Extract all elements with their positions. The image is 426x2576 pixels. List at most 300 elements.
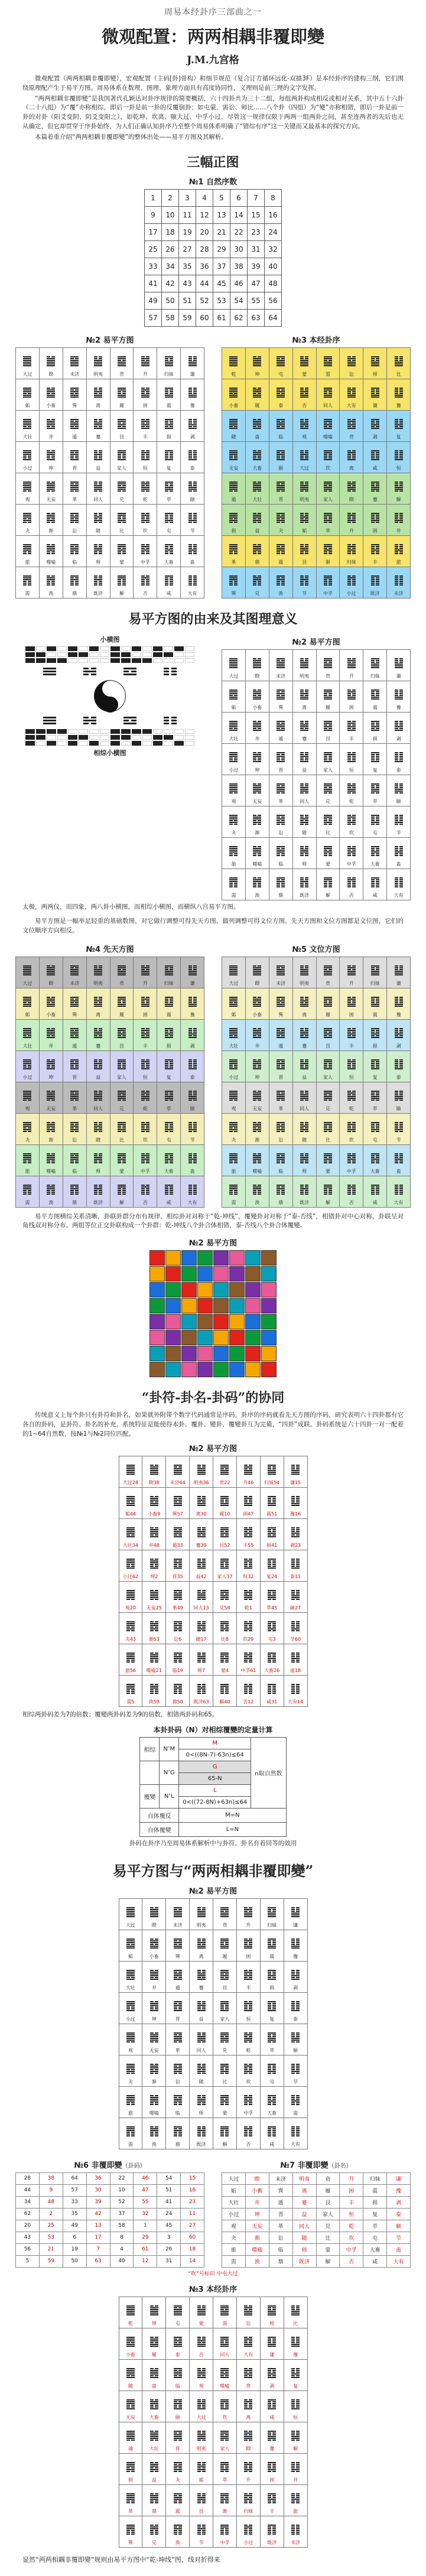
origin-square-label: №2 易平方图: [292, 638, 340, 648]
code-cell: 18: [181, 2243, 204, 2255]
hexagram-cell: [340, 713, 363, 744]
natural-cell: 25: [145, 241, 162, 258]
name-cell: 无妄: [245, 2220, 269, 2232]
hexagram-cell: [340, 473, 363, 505]
bar-icon: [121, 729, 131, 734]
hexagram-icon: [277, 658, 285, 668]
hexagram-cell: [292, 838, 316, 869]
hexagram-cell: [119, 1898, 142, 1930]
natural-cell: 31: [248, 241, 265, 258]
hexagram-cell: [213, 1456, 237, 1488]
hexagram-icon: [126, 1684, 135, 1694]
hexagram-cell: [166, 1961, 190, 1992]
code-cell: 29: [134, 2232, 157, 2243]
hexagram-name: 大壮: [149, 2445, 159, 2451]
hexagram-icon: [197, 2126, 206, 2136]
hexagram-name: 解: [119, 1199, 124, 1205]
hexagram-cell: [222, 505, 246, 536]
hexagram-cell: [157, 1176, 181, 1207]
hexagram-icon: [347, 997, 356, 1007]
hexagram-icon: [94, 1059, 102, 1069]
hexagram-cell: [119, 2055, 142, 2086]
hexagram-name: 井: [293, 2477, 298, 2483]
hexagram-icon: [300, 877, 308, 887]
hexagram-cell: [213, 1676, 237, 1707]
bar-icon: [185, 735, 194, 740]
bar-icon: [164, 729, 173, 734]
code-cell: 50: [63, 2255, 86, 2267]
hexagram-cell: [236, 1519, 260, 1550]
code-cell: 44: [16, 2184, 40, 2196]
hexagram-icon: [244, 2032, 252, 2042]
hexagram-cell: [166, 1930, 190, 1961]
hexagram-name: 既济: [300, 1199, 310, 1205]
hexagram-cell: [284, 1488, 307, 1519]
color-cell: [149, 1330, 165, 1345]
hexagram-name: 剥: [190, 1043, 195, 1049]
code-cell: 10: [110, 2184, 134, 2196]
name-cell: 履: [316, 2184, 340, 2196]
hexagram-name: 蹇: [199, 1985, 204, 1990]
hexagram-name: 坤: [255, 767, 260, 773]
hexagram-cell: [134, 957, 157, 988]
calc-sub-2: N″G: [160, 1761, 179, 1785]
hexagram-name: 讼: [246, 2320, 251, 2326]
hexagram-cell: [63, 379, 86, 411]
hexagram-icon: [150, 2001, 158, 2011]
hexagram-name: 震: [166, 403, 171, 409]
conclusion-square-label: №2 易平方图: [188, 1887, 238, 1896]
hexagram-icon: [118, 450, 126, 460]
hexagram-icon: [395, 1091, 403, 1101]
hexagram-name: 晋: [278, 767, 284, 773]
hexagram-icon: [70, 965, 79, 975]
hexagram-name: 蹇: [269, 2445, 275, 2451]
hexagram-icon: [268, 2493, 276, 2503]
hexagram-name: 同人: [300, 799, 310, 805]
hexagram-icon: [277, 997, 285, 1007]
hexagram-cell: [166, 2328, 190, 2359]
hexagram-cell: [63, 348, 86, 379]
hexagram-cell: [269, 1082, 292, 1113]
hexagram-name: 震: [372, 1011, 378, 1017]
hexagram-cell: [340, 1144, 363, 1176]
hexagram-cell: [213, 1930, 237, 1961]
hexagram-name: 坤: [48, 1074, 54, 1080]
wen-grid: [222, 957, 411, 1208]
hexagram-name: 井48: [148, 1543, 160, 1549]
name-cell: 否: [340, 2255, 363, 2267]
natural-cell: 22: [230, 224, 248, 241]
hexagram-cell: [236, 2390, 260, 2422]
hexagram-cell: [86, 1050, 110, 1082]
hexagram-name: 丰55: [243, 1543, 254, 1549]
name-cell: 晋: [269, 2208, 292, 2220]
hexagram-icon: [23, 1153, 31, 1163]
natural-cell: 20: [196, 224, 213, 241]
hexagram-cell: [157, 348, 181, 379]
hexagram-name: 屯: [372, 830, 378, 836]
hexagram-icon: [126, 2399, 135, 2409]
hexagram-name: 师: [199, 2110, 204, 2116]
name-cell: 姤: [222, 2184, 246, 2196]
hexagram-icon: [347, 544, 356, 554]
hexagram-name: 比8: [220, 1637, 229, 1642]
hexagram-icon: [174, 1465, 182, 1475]
hexagram-name: 解: [293, 2445, 298, 2451]
natural-cell: 47: [248, 275, 265, 292]
bar-icon: [110, 658, 120, 663]
hexagram-icon: [300, 783, 308, 793]
hexagram-name: 咸31: [266, 1699, 278, 1705]
self-bian: L=N: [179, 1823, 286, 1837]
hexagram-icon: [253, 965, 261, 975]
hexagram-cell: [245, 713, 269, 744]
color-cell: [197, 1346, 213, 1361]
hexagram-cell: [190, 1519, 213, 1550]
hexagram-icon: [371, 1185, 379, 1195]
hexagram-name: 坎: [142, 528, 148, 534]
hexagram-cell: [142, 2390, 166, 2422]
color-cell: [149, 1314, 165, 1329]
hexagram-cell: [245, 988, 269, 1019]
code-cell: 17: [86, 2232, 110, 2243]
hexagram-name: 咸: [372, 1199, 378, 1205]
trigram-icon: [123, 717, 136, 724]
hexagram-cell: [316, 1019, 340, 1050]
bar-icon: [174, 735, 184, 740]
hexagram-name: 无妄: [46, 1105, 56, 1111]
bar-icon: [79, 646, 88, 651]
hexagram-icon: [268, 2337, 276, 2347]
hexagram-icon: [371, 1059, 379, 1069]
hexagram-icon: [174, 1684, 182, 1694]
hexagram-cell: [166, 1519, 190, 1550]
hexagram-name: 乾: [349, 799, 354, 805]
natural-cell: 12: [196, 207, 213, 224]
r-label: [222, 2159, 411, 2170]
hexagram-cell: [166, 1550, 190, 1582]
hexagram-cell: [316, 1050, 340, 1082]
hexagram-name: 震: [175, 2508, 180, 2514]
hexagram-cell: [222, 411, 246, 442]
hexagram-cell: [39, 1113, 63, 1144]
hexagram-cell: [190, 2516, 213, 2547]
natural-cell: 61: [213, 310, 230, 327]
bar-icon: [100, 652, 109, 657]
natural-cell: 55: [248, 292, 265, 310]
hexagram-name: 大壮: [229, 1043, 239, 1049]
natural-cell: 5: [213, 190, 230, 207]
hexagram-icon: [165, 450, 173, 460]
hexagram-name: 升: [349, 674, 354, 679]
hexagram-name: 大过: [22, 980, 32, 986]
code-cell: 53: [39, 2232, 63, 2243]
hexagram-name: 困: [246, 1953, 251, 1959]
hexagram-cell: [134, 379, 157, 411]
hexagram-icon: [197, 1970, 206, 1980]
hexagram-name: 鼎: [72, 1199, 77, 1205]
hexagram-cell: [16, 411, 40, 442]
hexagram-cell: [142, 1488, 166, 1519]
hexagram-cell: [213, 1898, 237, 1930]
hexagram-icon: [300, 1091, 308, 1101]
hexagram-cell: [387, 775, 411, 806]
hexagram-name: 归妹: [346, 560, 356, 565]
hexagram-name: 艮: [325, 1043, 330, 1049]
hexagram-cell: [222, 681, 246, 713]
hexagram-cell: [142, 1613, 166, 1644]
hexagram-icon: [347, 658, 356, 668]
code-cell: 15: [181, 2172, 204, 2184]
hexagram-name: 明夷: [300, 980, 310, 986]
hexagram-name: 贲: [222, 1922, 227, 1928]
origin-paragraph-2: 易平方图横综关系清晰，卦联卦群分布有规律，相综卦对对称于“乾-坤线”，覆變卦对对称于“泰-否线”，相错卦对中心对称，卦联呈对角线双对称分布。两组等位正交卦联构成一个卦群：乾-坤线八个卦合体相错，泰-否线八个卦合体覆變。: [22, 1212, 404, 1230]
hexagram-icon: [70, 1122, 79, 1132]
hexagram-icon: [118, 482, 126, 492]
hexagram-cell: [236, 2453, 260, 2484]
hexagram-name: 未济: [276, 674, 286, 679]
hexagram-cell: [181, 505, 204, 536]
natural-cell: 50: [162, 292, 179, 310]
hexagram-cell: [340, 650, 363, 681]
hexagram-name: 涣: [278, 591, 284, 597]
hexagram-icon: [229, 658, 238, 668]
hexagram-icon: [126, 1559, 135, 1569]
hexagram-icon: [174, 2064, 182, 2074]
hexagram-icon: [47, 544, 55, 554]
hexagram-name: 遁: [278, 736, 284, 742]
hexagram-name: 兑: [325, 1105, 330, 1111]
hexagram-cell: [16, 1082, 40, 1113]
hexagram-name: 谦: [293, 1922, 298, 1928]
hexagram-icon: [165, 1059, 173, 1069]
hexagram-icon: [229, 356, 238, 366]
hexagram-name: 比: [119, 528, 124, 534]
name-cell: 革: [269, 2220, 292, 2232]
series-title: 周易本经卦序三部曲之一: [164, 8, 262, 17]
hexagram-name: 临: [72, 1168, 77, 1174]
code-cell: 22: [110, 2172, 134, 2184]
hexagram-name: 明夷: [196, 2445, 206, 2451]
hexagram-icon: [244, 1465, 252, 1475]
hexagram-cell: [260, 2516, 284, 2547]
calc-key-3: 覆變: [140, 1785, 160, 1809]
hexagram-icon: [395, 877, 403, 887]
hexagram-icon: [165, 1091, 173, 1101]
hexagram-icon: [395, 575, 403, 586]
color-cell: [165, 1298, 181, 1313]
bar-icon: [89, 729, 99, 734]
hexagram-icon: [47, 1122, 55, 1132]
hexagram-name: 需5: [126, 1699, 135, 1705]
hexagram-icon: [23, 1059, 31, 1069]
hexagram-icon: [253, 689, 261, 700]
natural-cell: 3: [179, 190, 196, 207]
hexagram-name: 临: [175, 2383, 180, 2389]
hexagram-icon: [126, 1621, 135, 1631]
hexagram-name: 革: [175, 2047, 180, 2053]
hexagram-cell: [181, 348, 204, 379]
hexagram-name: 巽: [175, 1953, 180, 1959]
name-cell: 睽: [245, 2172, 269, 2184]
hexagram-cell: [213, 1961, 237, 1992]
hexagram-name: 损: [166, 434, 171, 440]
bar-icon: [57, 652, 67, 657]
hexagram-icon: [277, 965, 285, 975]
hexagram-name: 颐: [175, 2414, 180, 2420]
hexagram-name: 随: [231, 434, 236, 440]
hexagram-cell: [260, 2359, 284, 2390]
hexagram-cell: [213, 2453, 237, 2484]
hexagram-name: 明夷: [300, 674, 310, 679]
hexagram-cell: [190, 2359, 213, 2390]
hexagram-icon: [347, 388, 356, 398]
bar-icon: [68, 658, 77, 663]
hexagram-cell: [190, 2086, 213, 2118]
hexagram-cell: [213, 2086, 237, 2118]
hexagram-cell: [260, 2484, 284, 2516]
hexagram-cell: [363, 1019, 387, 1050]
code-cell: 54: [157, 2172, 181, 2184]
bar-icon: [164, 741, 173, 746]
hexagram-name: 遁: [72, 1043, 77, 1049]
hexagram-cell: [316, 838, 340, 869]
hexagram-icon: [174, 1621, 182, 1631]
hexagram-cell: [157, 1082, 181, 1113]
hexagram-cell: [340, 1113, 363, 1144]
name-cell: 丰: [340, 2196, 363, 2208]
hexagram-cell: [222, 806, 246, 838]
hexagram-icon: [371, 482, 379, 492]
hexagram-name: 井: [48, 434, 54, 440]
hexagram-cell: [63, 567, 86, 599]
hexagram-cell: [284, 1644, 307, 1676]
hexagram-cell: [387, 1176, 411, 1207]
code-cell: 34: [16, 2196, 40, 2208]
hexagram-icon: [300, 575, 308, 586]
hexagram-name: 坤2: [150, 1574, 158, 1580]
color-cell: [165, 1266, 181, 1282]
hexagram-icon: [324, 815, 332, 825]
hexagram-icon: [47, 388, 55, 398]
hexagram-icon: [197, 2368, 206, 2378]
hexagram-cell: [316, 1082, 340, 1113]
bar-icon: [132, 646, 141, 651]
hexagram-icon: [47, 356, 55, 366]
hexagram-cell: [269, 650, 292, 681]
hexagram-icon: [220, 1527, 229, 1537]
hexagram-icon: [220, 1559, 229, 1569]
hexagram-name: 复: [166, 1074, 171, 1080]
hexagram-icon: [253, 356, 261, 366]
hexagram-icon: [347, 1091, 356, 1101]
hexagram-cell: [292, 1144, 316, 1176]
hexagram-name: 夬: [231, 830, 236, 836]
hexagram-name: 坎: [222, 2414, 227, 2420]
hexagram-name: 观: [231, 799, 236, 805]
hexagram-cell: [292, 650, 316, 681]
hexagram-icon: [300, 1185, 308, 1195]
hexagram-icon: [300, 1153, 308, 1163]
hexagram-cell: [134, 567, 157, 599]
bar-icon: [153, 652, 162, 657]
natural-cell: 49: [145, 292, 162, 310]
derivation-caption: 太极，两两仪，而四象，两八卦小横图，而相综小横图，而横纵八宫易平方图。: [22, 903, 240, 911]
hexagram-icon: [253, 783, 261, 793]
hexagram-name: 既济: [300, 893, 310, 899]
hexagram-name: 履: [325, 705, 330, 711]
hexagram-cell: [157, 988, 181, 1019]
hexagram-name: 家人: [220, 2445, 230, 2451]
hexagram-icon: [277, 356, 285, 366]
hexagram-name: 大有: [187, 1199, 197, 1205]
hexagram-name: 涣: [175, 2539, 180, 2545]
hexagram-cell: [340, 1176, 363, 1207]
hexagram-cell: [181, 442, 204, 473]
code-cell: 60: [181, 2232, 204, 2243]
hexagram-icon: [118, 575, 126, 586]
bar-icon: [110, 646, 120, 651]
hexagram-icon: [291, 1465, 300, 1475]
hexagram-icon: [126, 1496, 135, 1506]
hexagram-name: 履: [325, 1011, 330, 1017]
hexagram-name: 小过: [243, 2539, 253, 2545]
code-cell: 12: [134, 2255, 157, 2267]
hexagram-name: 颐: [396, 1105, 401, 1111]
name-cell: 震: [363, 2184, 387, 2196]
hexagram-cell: [284, 1456, 307, 1488]
hexagram-icon: [229, 1091, 238, 1101]
color-cell: [165, 1282, 181, 1297]
hexagram-cell: [63, 411, 86, 442]
natural-cell: 60: [196, 310, 213, 327]
hexagram-icon: [126, 2032, 135, 2042]
hexagram-icon: [70, 997, 79, 1007]
hexagram-cell: [316, 650, 340, 681]
code-cell: 9: [39, 2184, 63, 2196]
hexagram-name: 困: [269, 2477, 275, 2483]
hexagram-name: 晋: [175, 2445, 180, 2451]
natural-cell: 23: [248, 224, 265, 241]
hexagram-icon: [371, 450, 379, 460]
hexagram-cell: [269, 379, 292, 411]
hexagram-icon: [220, 1465, 229, 1475]
hexagram-name: 豫: [396, 1011, 401, 1017]
hexagram-name: 既济: [267, 2539, 277, 2545]
color-cell: [149, 1282, 165, 1297]
hexagram-name: 乾1: [244, 1605, 252, 1611]
hexagram-name: 益: [151, 2477, 157, 2483]
hexagram-icon: [229, 450, 238, 460]
hexagram-cell: [63, 536, 86, 567]
name-cell: 复: [363, 2208, 387, 2220]
hexagram-name: 震: [269, 1953, 275, 1959]
hexagram-icon: [347, 815, 356, 825]
hexagram-icon: [371, 997, 379, 1007]
hexagram-name: 屯: [278, 372, 284, 378]
hexagram-name: 小畜: [252, 1011, 262, 1017]
color-cell: [181, 1282, 197, 1297]
bar-icon: [153, 646, 162, 651]
hexagram-name: 豫: [190, 403, 195, 409]
hexagram-cell: [142, 2055, 166, 2086]
hexagram-cell: [119, 1456, 142, 1488]
hexagram-name: 观: [199, 2383, 204, 2389]
hexagram-icon: [188, 513, 197, 523]
code-pair-table: [15, 2172, 204, 2268]
hexagram-icon: [220, 1970, 229, 1980]
